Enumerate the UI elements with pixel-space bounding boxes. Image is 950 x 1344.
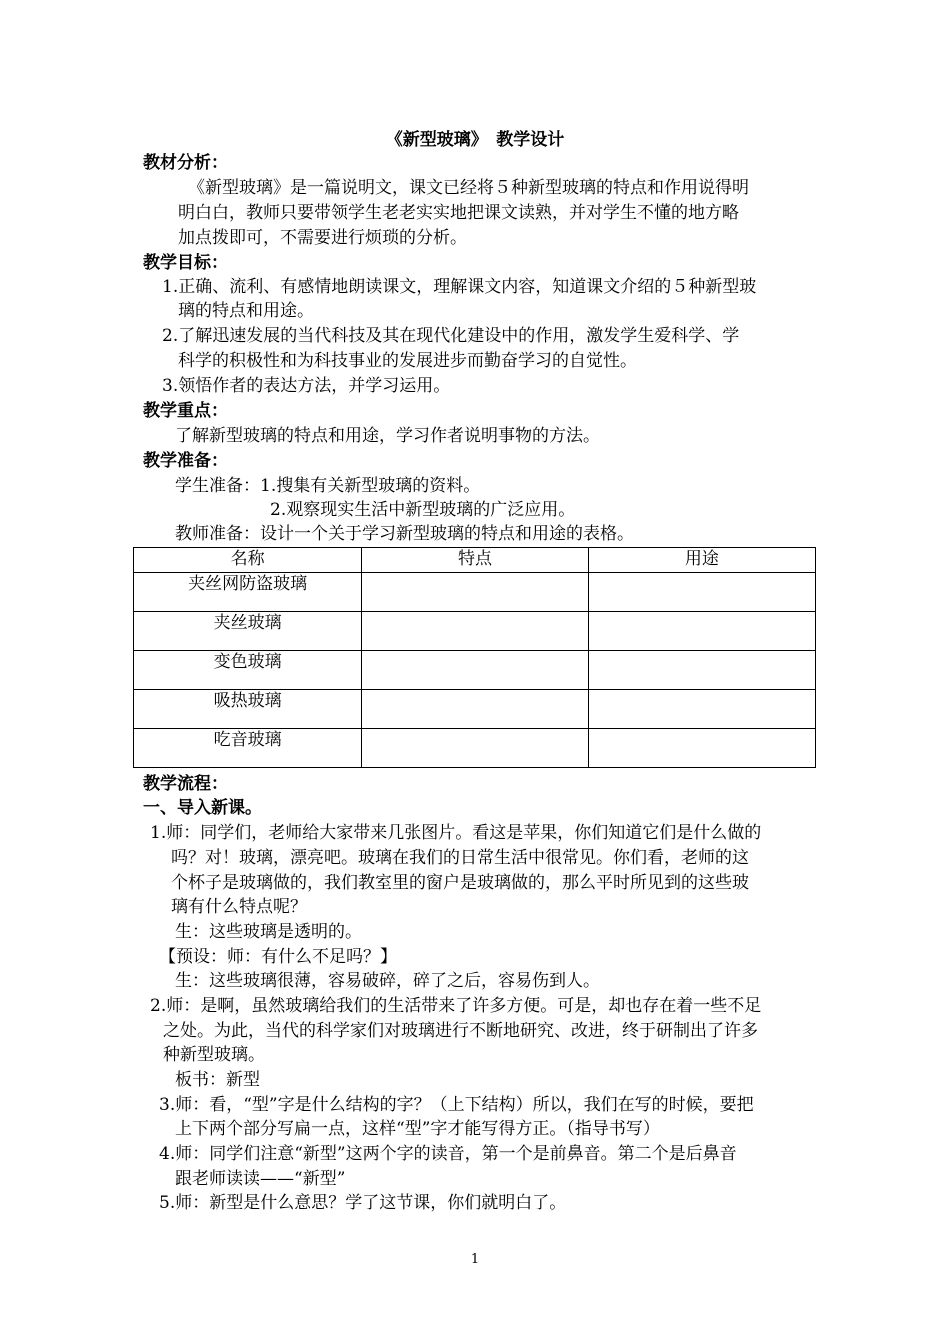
goals-heading: 教学目标： [143, 253, 228, 273]
table-cell [362, 573, 588, 612]
process-line: 之处。为此，当代的科学家们对玻璃进行不断地研究、改进，终于研制出了许多 [163, 1021, 758, 1041]
table-header-cell: 用途 [588, 548, 815, 573]
table-cell [588, 573, 815, 612]
table-cell: 夹丝玻璃 [134, 612, 362, 651]
process-line: 2.师：是啊，虽然玻璃给我们的生活带来了许多方便。可是，却也存在着一些不足 [150, 996, 762, 1016]
table-cell [362, 690, 588, 729]
part1-heading: 一、导入新课。 [143, 798, 262, 818]
table-row [134, 651, 816, 690]
process-line: 5.师：新型是什么意思？学了这节课，你们就明白了。 [159, 1193, 567, 1213]
goal-line: 2.了解迅速发展的当代科技及其在现代化建设中的作用，激发学生爱科学、学 [162, 326, 740, 346]
process-line: 生：这些玻璃是透明的。 [175, 922, 362, 942]
process-line: 个杯子是玻璃做的，我们教室里的窗户是玻璃做的，那么平时所见到的这些玻 [171, 873, 749, 893]
table-cell [362, 612, 588, 651]
goal-line: 1.正确、流利、有感情地朗读课文，理解课文内容，知道课文介绍的５种新型玻 [162, 277, 757, 297]
process-line: 上下两个部分写扁一点，这样“型”字才能写得方正。（指导书写） [175, 1119, 660, 1139]
table-cell: 吸热玻璃 [134, 690, 362, 729]
goal-line: 璃的特点和用途。 [178, 301, 314, 321]
process-line: 3.师：看，“型”字是什么结构的字？（上下结构）所以，我们在写的时候，要把 [159, 1095, 754, 1115]
document-title: 《新型玻璃》 教学设计 [385, 130, 565, 150]
table-cell [588, 729, 815, 768]
student-prep-line: 2.观察现实生活中新型玻璃的广泛应用。 [270, 500, 576, 520]
table-cell [362, 729, 588, 768]
table-header-row [134, 548, 816, 573]
analysis-line: 《新型玻璃》是一篇说明文，课文已经将５种新型玻璃的特点和作用说得明 [188, 178, 749, 198]
analysis-heading: 教材分析： [143, 153, 228, 173]
student-prep-line: 学生准备：1.搜集有关新型玻璃的资料。 [175, 476, 481, 496]
process-line: 1.师：同学们，老师给大家带来几张图片。看这是苹果，你们知道它们是什么做的 [150, 823, 762, 843]
page-number: 1 [470, 1252, 480, 1267]
process-heading: 教学流程： [143, 774, 228, 794]
table-cell [588, 612, 815, 651]
table-row [134, 573, 816, 612]
goal-line: 3.领悟作者的表达方法，并学习运用。 [162, 376, 451, 396]
process-line: 种新型玻璃。 [163, 1045, 265, 1065]
focus-heading: 教学重点： [143, 401, 228, 421]
glass-features-table [133, 547, 816, 768]
table-cell: 吃音玻璃 [134, 729, 362, 768]
table-cell [588, 651, 815, 690]
process-line: 【预设：师：有什么不足吗？】 [159, 947, 397, 967]
table-header-cell: 名称 [134, 548, 362, 573]
table-cell [362, 651, 588, 690]
focus-line: 了解新型玻璃的特点和用途，学习作者说明事物的方法。 [175, 426, 600, 446]
analysis-line: 加点拨即可，不需要进行烦琐的分析。 [178, 228, 467, 248]
analysis-line: 明白白，教师只要带领学生老老实实地把课文读熟，并对学生不懂的地方略 [178, 203, 739, 223]
process-line: 吗？对！玻璃，漂亮吧。玻璃在我们的日常生活中很常见。你们看，老师的这 [171, 848, 749, 868]
process-line: 生：这些玻璃很薄，容易破碎，碎了之后，容易伤到人。 [175, 971, 600, 991]
goal-line: 科学的积极性和为科技事业的发展进步而勤奋学习的自觉性。 [178, 351, 637, 371]
process-line: 板书：新型 [175, 1070, 260, 1090]
prep-heading: 教学准备： [143, 451, 228, 471]
table-row [134, 612, 816, 651]
teacher-prep-line: 教师准备：设计一个关于学习新型玻璃的特点和用途的表格。 [175, 524, 634, 544]
table-header-cell: 特点 [362, 548, 588, 573]
table-cell: 变色玻璃 [134, 651, 362, 690]
table-row [134, 729, 816, 768]
process-line: 跟老师读读——“新型” [175, 1169, 346, 1189]
table-cell: 夹丝网防盗玻璃 [134, 573, 362, 612]
process-line: 璃有什么特点呢？ [171, 897, 307, 917]
process-line: 4.师：同学们注意“新型”这两个字的读音，第一个是前鼻音。第二个是后鼻音 [159, 1144, 737, 1164]
table-cell [588, 690, 815, 729]
table-row [134, 690, 816, 729]
